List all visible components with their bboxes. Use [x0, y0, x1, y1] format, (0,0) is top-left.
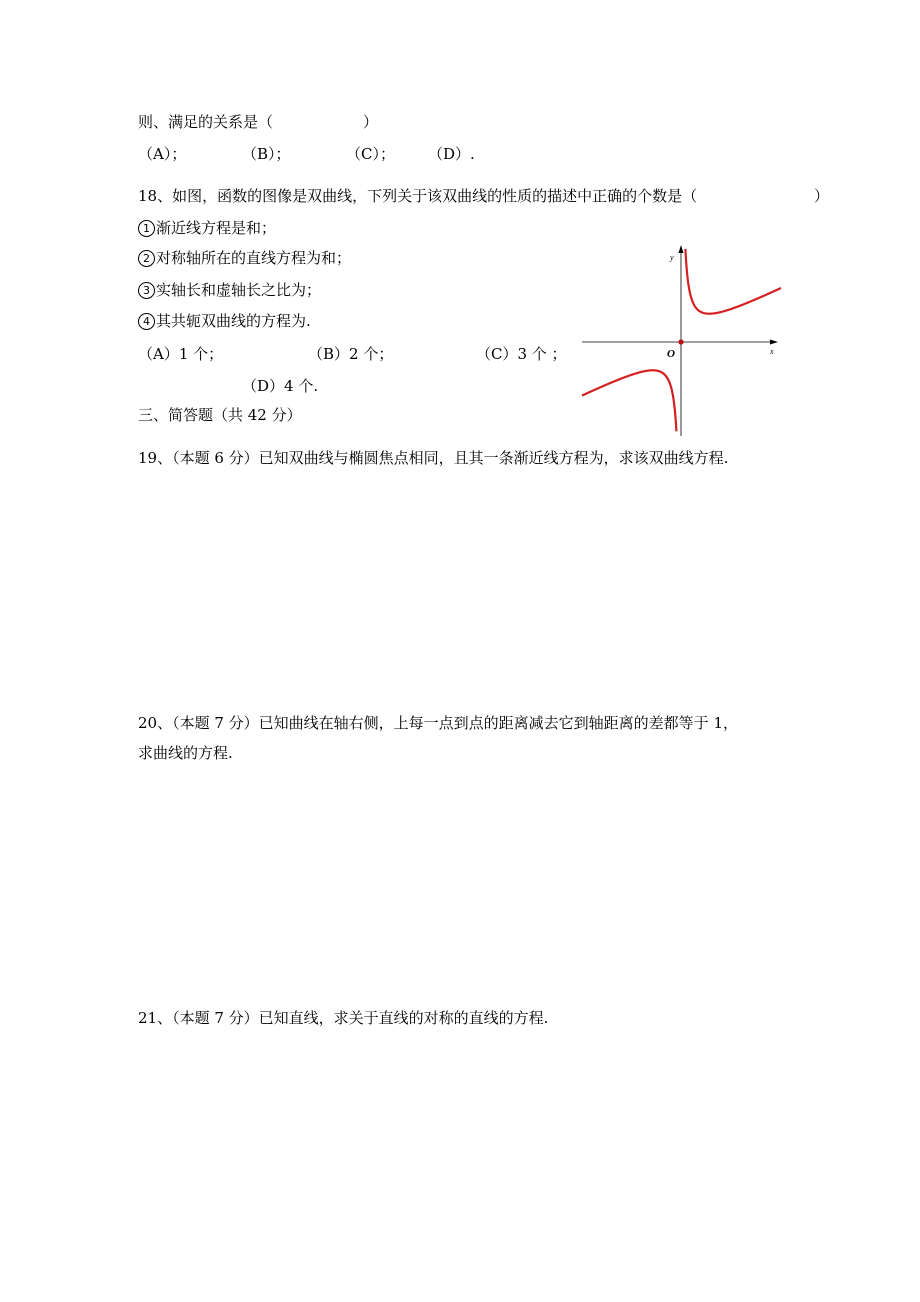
- statement-text: 对称轴所在的直线方程为和；: [156, 249, 352, 267]
- statement-text: 实轴长和虚轴长之比为；: [156, 281, 322, 299]
- y-axis-arrow: [679, 245, 684, 253]
- section-3-title: 三、简答题（共 42 分）: [138, 406, 302, 424]
- circled-number: 1: [138, 220, 155, 237]
- q18-stem: 18、如图，函数的图像是双曲线，下列关于该双曲线的性质的描述中正确的个数是（: [138, 187, 698, 205]
- origin-point: [678, 339, 683, 344]
- q17-option-d: （D）.: [428, 145, 475, 163]
- x-axis-arrow: [770, 340, 778, 345]
- circled-number: 2: [138, 250, 155, 267]
- q18-option-b: （B）2 个；: [308, 345, 394, 363]
- q18-option-a: （A）1 个；: [138, 345, 224, 363]
- circled-number: 4: [138, 313, 155, 330]
- hyperbola-graph: [578, 238, 784, 438]
- q18-statement-2: [138, 248, 351, 268]
- x-axis-label: x: [770, 347, 774, 356]
- origin-label: O: [667, 348, 675, 360]
- q18-statement-4: [138, 311, 311, 331]
- statement-text: 其共轭双曲线的方程为.: [156, 312, 311, 330]
- q17-option-c: （C）；: [346, 145, 395, 163]
- circled-number: 3: [138, 282, 155, 299]
- q17-stem: 则、满足的关系是（ ）: [138, 113, 379, 131]
- y-axis-label: y: [670, 253, 674, 262]
- q18-option-c: （C）3 个 ；: [476, 345, 567, 363]
- q17-option-b: （B）；: [242, 145, 291, 163]
- q20-text-line2: 求曲线的方程.: [138, 744, 233, 762]
- q18-close-paren: ）: [814, 187, 830, 205]
- q18-option-d: （D）4 个.: [242, 377, 319, 395]
- q21-text: 21、（本题 7 分）已知直线，求关于直线的对称的直线的方程.: [138, 1009, 549, 1027]
- hyperbola-lower-branch: [582, 370, 676, 431]
- q17-option-a: （A）；: [138, 145, 187, 163]
- q18-statement-3: [138, 280, 321, 300]
- hyperbola-upper-branch: [685, 249, 781, 314]
- statement-text: 渐近线方程是和；: [156, 219, 277, 237]
- q18-statement-1: [138, 218, 276, 238]
- q20-text-line1: 20、（本题 7 分）已知曲线在轴右侧，上每一点到点的距离减去它到轴距离的差都等于 1，: [138, 714, 738, 732]
- q19-text: 19、（本题 6 分）已知双曲线与椭圆焦点相同，且其一条渐近线方程为，求该双曲线方程.: [138, 449, 729, 467]
